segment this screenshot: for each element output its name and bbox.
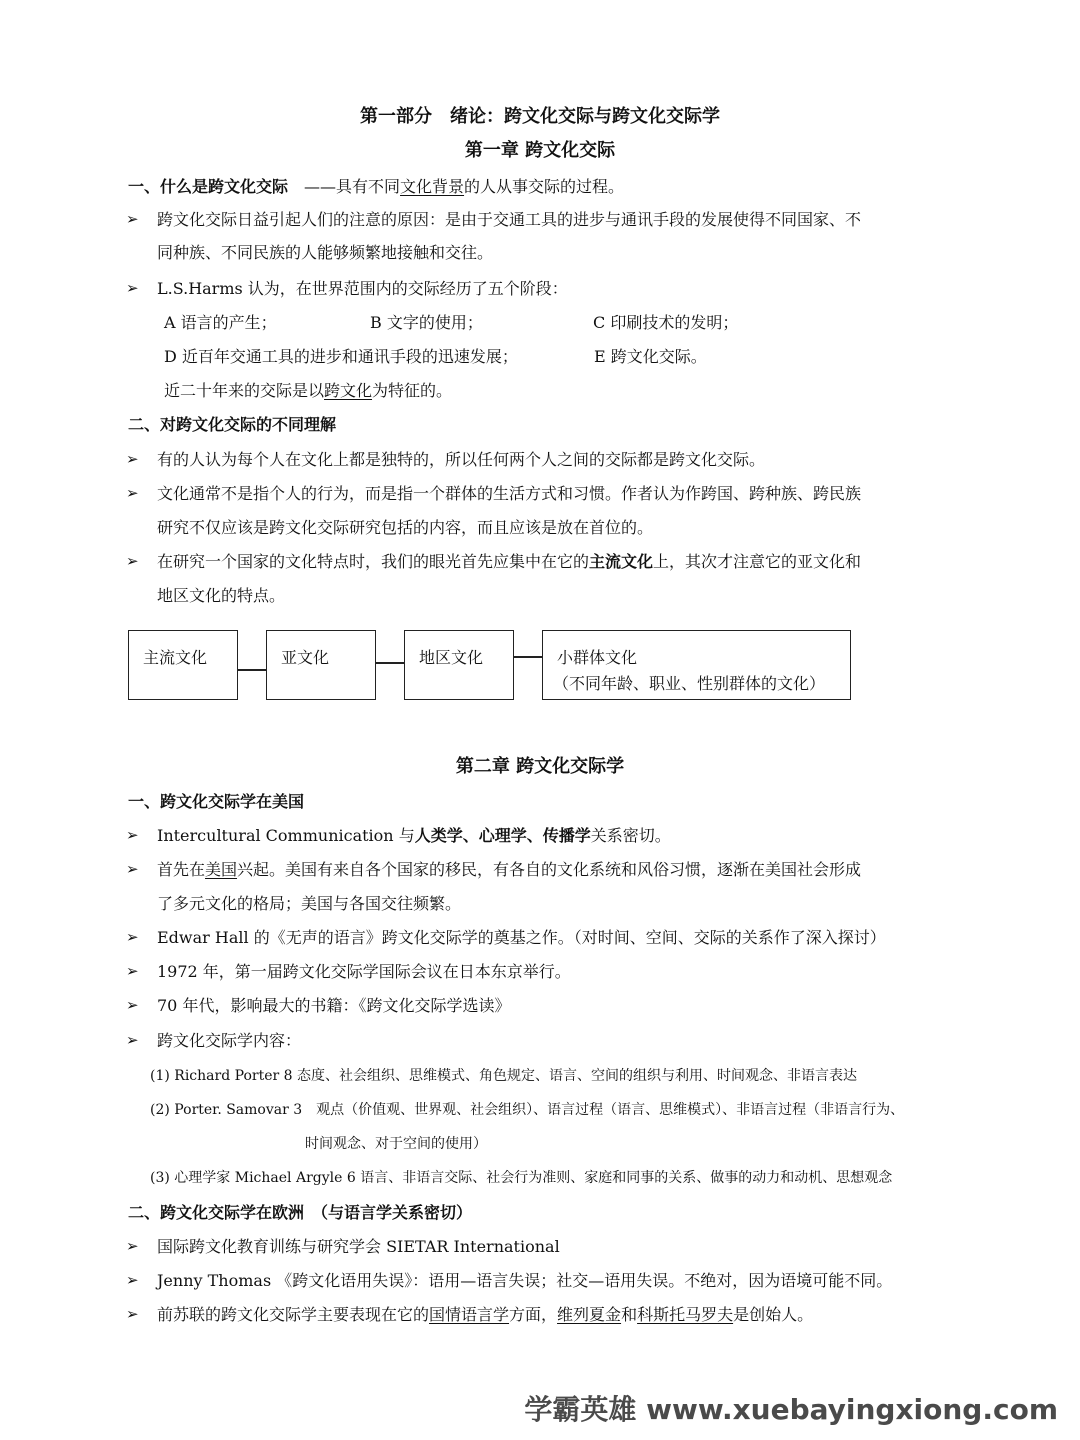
- content-item-1: (1) Richard Porter 8 态度、社会组织、思维模式、角色规定、语言、空间的组织与利用、时间观念、非语言表达: [150, 1068, 857, 1084]
- underlined-text: 维列夏金: [557, 1305, 622, 1324]
- text: 方面，: [509, 1305, 558, 1324]
- recent-text: 近二十年来的交际是以: [164, 381, 325, 400]
- definition-underlined: 文化背景: [400, 177, 465, 196]
- paragraph-line: 文化通常不是指个人的行为，而是指一个群体的生活方式和习惯。作者认为作跨国、跨种族、跨民族: [157, 484, 862, 503]
- text: 上，其次才注意它的亚文化和: [653, 552, 862, 571]
- definition-text-end: 的人从事交际的过程。: [464, 177, 625, 196]
- section-heading: 一、什么是跨文化交际: [128, 177, 289, 196]
- stage-c: C 印刷技术的发明；: [593, 313, 739, 332]
- bullet-icon: ➢: [126, 1271, 139, 1289]
- bullet-icon: ➢: [126, 928, 139, 946]
- recent-line: [164, 383, 452, 399]
- box-label: 地区文化: [419, 648, 484, 667]
- paragraph-line: [157, 1307, 813, 1323]
- paragraph-line: [157, 828, 671, 844]
- content-item-2-cont: 时间观念、对于空间的使用）: [305, 1136, 487, 1152]
- recent-underlined: 跨文化: [324, 381, 373, 400]
- bullet-icon: ➢: [126, 279, 139, 297]
- underlined-text: 美国: [205, 860, 238, 879]
- footer-watermark: 学霸英雄 www.xuebayingxiong.com: [524, 1393, 1058, 1426]
- bullet-icon: ➢: [126, 860, 139, 878]
- box-label: 亚文化: [281, 648, 330, 667]
- bullet-icon: ➢: [126, 996, 139, 1014]
- chapter-1-title: 第一章 跨文化交际: [464, 140, 616, 161]
- underlined-text: 科斯托马罗夫: [637, 1305, 734, 1324]
- part-title: 第一部分 绪论：跨文化交际与跨文化交际学: [360, 106, 720, 127]
- box-note: （不同年龄、职业、性别群体的文化）: [553, 674, 826, 693]
- small-group-culture-box: [542, 630, 851, 700]
- section-heading: 二、对跨文化交际的不同理解: [128, 415, 337, 434]
- connector-line: [238, 669, 266, 671]
- recent-text-end: 为特征的。: [372, 381, 453, 400]
- paragraph-line: 1972 年，第一届跨文化交际学国际会议在日本东京举行。: [157, 962, 571, 981]
- paragraph-line: 跨文化交际学内容：: [157, 1031, 302, 1050]
- paragraph-line: Jenny Thomas 《跨文化语用失误》：语用—语言失误；社交—语用失误。不绝对，因为语境可能不同。: [157, 1271, 893, 1290]
- bullet-icon: ➢: [126, 484, 139, 502]
- text: 关系密切。: [590, 826, 671, 845]
- paragraph-line: 同种族、不同民族的人能够频繁地接触和交往。: [157, 243, 494, 262]
- box-label: 小群体文化: [557, 648, 638, 667]
- text: 兴起。美国有来自各个国家的移民，有各自的文化系统和风俗习惯，逐渐在美国社会形成: [237, 860, 862, 879]
- bullet-icon: ➢: [126, 1237, 139, 1255]
- section-heading: 一、跨文化交际学在美国: [128, 792, 305, 811]
- text: Intercultural Communication 与: [157, 826, 415, 845]
- box-label: 主流文化: [143, 648, 208, 667]
- section-1-line: [128, 179, 624, 195]
- stage-b: B 文字的使用；: [370, 313, 483, 332]
- stage-e: E 跨文化交际。: [594, 347, 707, 366]
- subculture-box: [266, 630, 376, 700]
- mainstream-culture-box: [128, 630, 238, 700]
- connector-line: [376, 662, 404, 664]
- bold-text: 人类学、心理学、传播学: [414, 826, 591, 845]
- paragraph-line: [157, 554, 861, 570]
- bullet-icon: ➢: [126, 552, 139, 570]
- text: 在研究一个国家的文化特点时，我们的眼光首先应集中在它的: [157, 552, 590, 571]
- paragraph-line: L.S.Harms 认为，在世界范围内的交际经历了五个阶段：: [157, 279, 568, 298]
- stage-a: A 语言的产生；: [164, 313, 277, 332]
- text: 和: [621, 1305, 638, 1324]
- bullet-icon: ➢: [126, 1305, 139, 1323]
- paragraph-line: Edwar Hall 的《无声的语言》跨文化交际学的奠基之作。（对时间、空间、交际的关系作了深入探讨）: [157, 928, 886, 947]
- paragraph-line: 跨文化交际日益引起人们的注意的原因：是由于交通工具的进步与通讯手段的发展使得不同国家、不: [157, 210, 862, 229]
- paragraph-line: 研究不仅应该是跨文化交际研究包括的内容，而且应该是放在首位的。: [157, 518, 654, 537]
- text: 前苏联的跨文化交际学主要表现在它的: [157, 1305, 430, 1324]
- paragraph-line: 了多元文化的格局；美国与各国交往频繁。: [157, 894, 462, 913]
- paragraph-line: [157, 862, 861, 878]
- chapter-2-title: 第二章 跨文化交际学: [455, 756, 625, 777]
- content-item-2: (2) Porter. Samovar 3 观点（价值观、世界观、社会组织）、语言过程（语言、思维模式）、非语言过程（非语言行为、: [150, 1102, 905, 1118]
- paragraph-line: 国际跨文化教育训练与研究学会 SIETAR International: [157, 1237, 560, 1256]
- paragraph-line: 有的人认为每个人在文化上都是独特的，所以任何两个人之间的交际都是跨文化交际。: [157, 450, 766, 469]
- connector-line: [514, 656, 542, 658]
- bullet-icon: ➢: [126, 826, 139, 844]
- stage-d: D 近百年交通工具的进步和通讯手段的迅速发展；: [164, 347, 518, 366]
- underlined-text: 国情语言学: [429, 1305, 510, 1324]
- paragraph-line: 地区文化的特点。: [157, 586, 286, 605]
- regional-culture-box: [404, 630, 514, 700]
- bold-text: 主流文化: [589, 552, 654, 571]
- section-heading: 二、跨文化交际学在欧洲 （与语言学关系密切）: [128, 1203, 473, 1222]
- content-item-3: (3) 心理学家 Michael Argyle 6 语言、非语言交际、社会行为准则、家庭和同事的关系、做事的动力和动机、思想观念: [150, 1170, 893, 1186]
- bullet-icon: ➢: [126, 450, 139, 468]
- text: 是创始人。: [733, 1305, 814, 1324]
- bullet-icon: ➢: [126, 962, 139, 980]
- definition-text: ——具有不同: [288, 177, 401, 196]
- bullet-icon: ➢: [126, 210, 139, 228]
- bullet-icon: ➢: [126, 1031, 139, 1049]
- paragraph-line: 70 年代，影响最大的书籍：《跨文化交际学选读》: [157, 996, 511, 1015]
- text: 首先在: [157, 860, 206, 879]
